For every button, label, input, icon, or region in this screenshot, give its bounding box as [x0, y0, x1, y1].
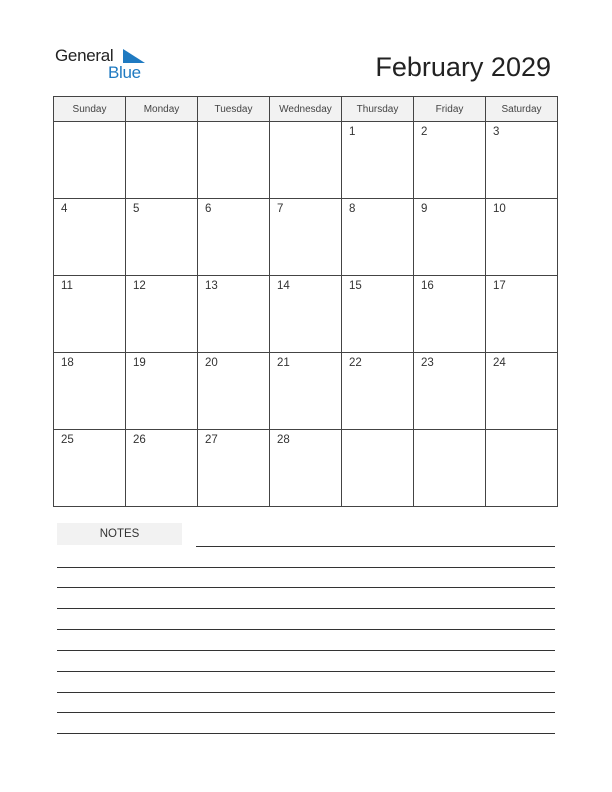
day-number: 7 — [277, 203, 284, 215]
day-cell — [198, 353, 270, 430]
day-cell — [270, 199, 342, 276]
day-number: 19 — [133, 357, 146, 369]
logo-text-general: General — [55, 46, 114, 65]
notes-line — [57, 587, 555, 588]
day-cell — [126, 353, 198, 430]
day-number — [486, 430, 557, 434]
day-number — [342, 430, 413, 434]
day-number: 16 — [421, 280, 434, 292]
day-cell — [486, 353, 558, 430]
weekday-header: Tuesday — [198, 97, 270, 122]
day-cell — [414, 430, 486, 507]
day-cell — [414, 122, 486, 199]
week-row — [54, 199, 558, 276]
day-number: 8 — [349, 203, 356, 215]
logo-text-blue: Blue — [108, 63, 141, 82]
notes-line — [57, 608, 555, 609]
day-cell — [126, 276, 198, 353]
notes-line — [57, 671, 555, 672]
day-number: 22 — [349, 357, 362, 369]
day-cell — [198, 430, 270, 507]
day-cell — [414, 199, 486, 276]
day-cell — [342, 199, 414, 276]
day-number: 21 — [277, 357, 290, 369]
day-number: 11 — [61, 280, 73, 292]
day-number: 15 — [349, 280, 362, 292]
weekday-header: Friday — [414, 97, 486, 122]
day-cell — [486, 199, 558, 276]
day-cell — [270, 430, 342, 507]
day-cell — [54, 353, 126, 430]
day-cell — [486, 276, 558, 353]
day-number: 5 — [133, 203, 140, 215]
day-number — [270, 122, 341, 126]
day-number: 13 — [205, 280, 218, 292]
day-number: 14 — [277, 280, 290, 292]
day-number: 20 — [205, 357, 218, 369]
day-cell — [270, 353, 342, 430]
day-number: 12 — [133, 280, 146, 292]
day-cell — [270, 122, 342, 199]
day-cell — [126, 122, 198, 199]
day-cell — [198, 199, 270, 276]
week-row — [54, 353, 558, 430]
day-number: 10 — [493, 203, 506, 215]
notes-line — [57, 712, 555, 713]
notes-line — [57, 567, 555, 568]
notes-line — [57, 692, 555, 693]
day-cell — [54, 276, 126, 353]
day-cell — [126, 430, 198, 507]
day-number: 18 — [61, 357, 74, 369]
week-row — [54, 276, 558, 353]
notes-line — [57, 629, 555, 630]
day-number: 1 — [349, 126, 356, 138]
day-cell — [342, 353, 414, 430]
weekday-header: Monday — [126, 97, 198, 122]
logo — [55, 46, 155, 86]
day-number — [414, 430, 485, 434]
day-cell — [126, 199, 198, 276]
day-number: 3 — [493, 126, 500, 138]
notes-line — [196, 546, 555, 547]
weekday-header: Saturday — [486, 97, 558, 122]
day-number — [54, 122, 125, 126]
day-cell — [198, 276, 270, 353]
day-cell — [342, 122, 414, 199]
day-number: 24 — [493, 357, 506, 369]
day-cell — [414, 353, 486, 430]
calendar-grid — [53, 96, 558, 507]
weekday-header: Thursday — [342, 97, 414, 122]
day-number — [126, 122, 197, 126]
day-cell — [54, 199, 126, 276]
notes-line — [57, 733, 555, 734]
day-number: 23 — [421, 357, 434, 369]
notes-line — [57, 650, 555, 651]
day-number — [198, 122, 269, 126]
day-cell — [54, 122, 126, 199]
weekday-header-row — [54, 97, 558, 122]
day-number: 28 — [277, 434, 290, 446]
day-number: 2 — [421, 126, 428, 138]
day-number: 4 — [61, 203, 68, 215]
day-cell — [342, 430, 414, 507]
day-number: 6 — [205, 203, 212, 215]
day-number: 26 — [133, 434, 146, 446]
day-cell — [342, 276, 414, 353]
day-cell — [414, 276, 486, 353]
day-cell — [270, 276, 342, 353]
day-number: 25 — [61, 434, 74, 446]
day-number: 17 — [493, 280, 506, 292]
day-number: 27 — [205, 434, 218, 446]
day-cell — [198, 122, 270, 199]
weekday-header: Wednesday — [270, 97, 342, 122]
day-cell — [486, 122, 558, 199]
notes-label: NOTES — [57, 523, 182, 545]
logo-triangle-icon — [123, 49, 145, 63]
month-title: February 2029 — [375, 52, 551, 82]
day-cell — [486, 430, 558, 507]
weekday-header: Sunday — [54, 97, 126, 122]
day-cell — [54, 430, 126, 507]
week-row — [54, 430, 558, 507]
day-number: 9 — [421, 203, 428, 215]
week-row — [54, 122, 558, 199]
